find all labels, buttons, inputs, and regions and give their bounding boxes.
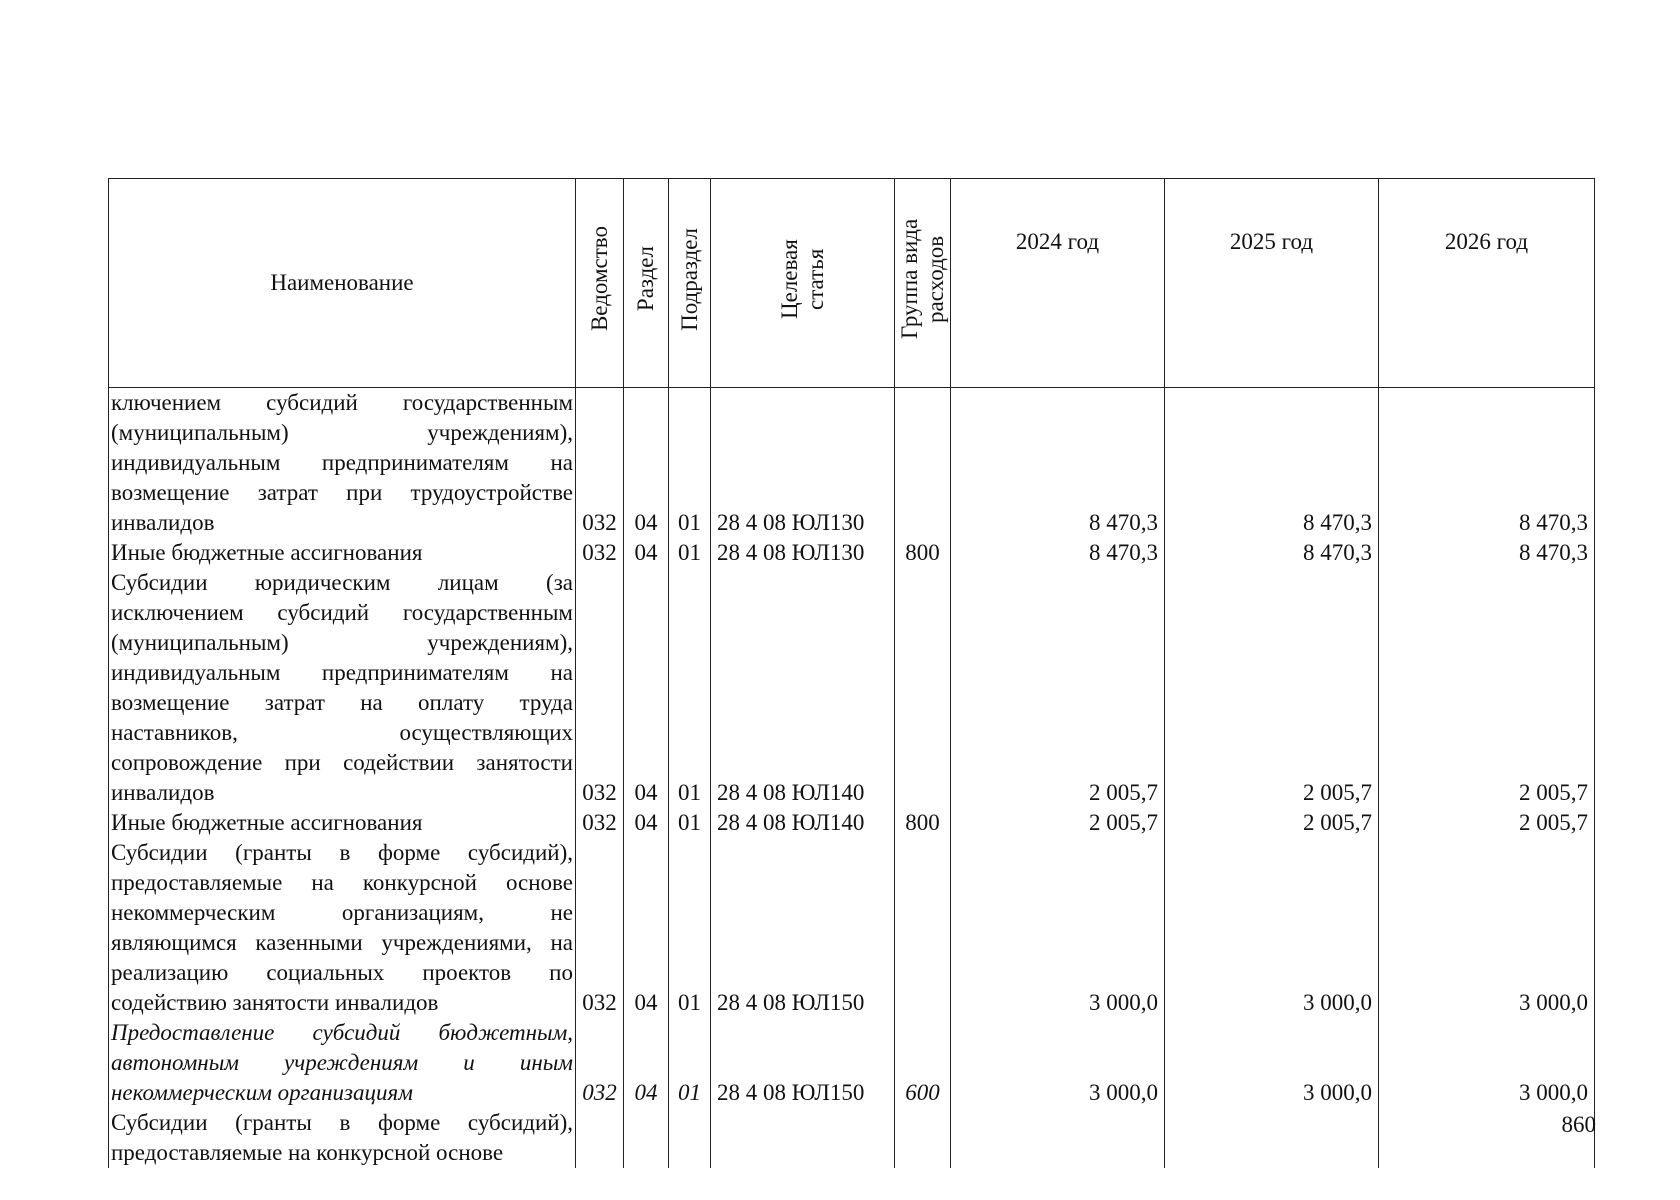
row-2026: 3 000,0 [1379,1018,1595,1108]
table-row [109,568,1595,808]
header-vedomstvo: Ведомство [576,179,624,388]
row-2025: 2 005,7 [1165,568,1379,808]
row-celevaya [711,1108,895,1168]
row-vedomstvo: 032 [576,388,624,539]
row-2026: 8 470,3 [1379,538,1595,568]
row-2025: 3 000,0 [1165,1018,1379,1108]
row-name: Предоставление субсидий бюджетным, автономным учреждениям и иным некоммерческим организациям [109,1018,576,1108]
row-name: ключением субсидий государственным (муниципальным) учреждениям), индивидуальным предпринимателям на возмещение затрат при трудоустройстве инвалидов [109,388,576,539]
row-vedomstvo [576,1108,624,1168]
header-2025: 2025 год [1165,179,1379,388]
row-2024: 8 470,3 [951,388,1165,539]
row-celevaya: 28 4 08 ЮЛ130 [711,388,895,539]
row-razdel: 04 [624,838,669,1018]
header-2026: 2026 год [1379,179,1595,388]
row-name: Субсидии юридическим лицам (за исключением субсидий государственным (муниципальным) учреждениям), индивидуальным предпринимателям на возмещение затрат на оплату труда наставников, осуществляющих сопровождение при содействии занятости инвалидов [109,568,576,808]
row-2024 [951,1108,1165,1168]
row-2026: 8 470,3 [1379,388,1595,539]
row-2026: 3 000,0 [1379,838,1595,1018]
row-gruppa [895,838,951,1018]
table-row [109,538,1595,568]
row-2025: 8 470,3 [1165,388,1379,539]
row-2025 [1165,1108,1379,1168]
row-podrazdel: 01 [669,538,711,568]
header-celevaya: Целевая статья [711,179,895,388]
row-2024: 3 000,0 [951,1018,1165,1108]
header-podrazdel: Подраздел [669,179,711,388]
row-name: Субсидии (гранты в форме субсидий), предоставляемые на конкурсной основе [109,1108,576,1168]
row-gruppa: 800 [895,808,951,838]
row-podrazdel: 01 [669,1018,711,1108]
row-razdel: 04 [624,388,669,539]
row-2024: 3 000,0 [951,838,1165,1018]
row-2024: 2 005,7 [951,568,1165,808]
row-2024: 2 005,7 [951,808,1165,838]
row-vedomstvo: 032 [576,538,624,568]
row-gruppa [895,388,951,539]
table-row [109,1018,1595,1108]
row-podrazdel [669,1108,711,1168]
row-podrazdel: 01 [669,808,711,838]
header-razdel: Раздел [624,179,669,388]
table-row [109,1108,1595,1168]
row-razdel: 04 [624,568,669,808]
table-row [109,838,1595,1018]
header-2024: 2024 год [951,179,1165,388]
budget-table [108,178,1595,1168]
row-razdel: 04 [624,538,669,568]
row-2024: 8 470,3 [951,538,1165,568]
row-celevaya: 28 4 08 ЮЛ150 [711,1018,895,1108]
row-gruppa [895,568,951,808]
header-name: Наименование [109,179,576,388]
row-celevaya: 28 4 08 ЮЛ140 [711,568,895,808]
row-celevaya: 28 4 08 ЮЛ130 [711,538,895,568]
row-name: Иные бюджетные ассигнования [109,538,576,568]
row-2025: 2 005,7 [1165,808,1379,838]
page-number: 860 [1561,1112,1596,1137]
row-razdel: 04 [624,1018,669,1108]
row-vedomstvo: 032 [576,1018,624,1108]
row-razdel: 04 [624,808,669,838]
table-row [109,808,1595,838]
table-row [109,388,1595,539]
row-podrazdel: 01 [669,568,711,808]
table-header-row [109,179,1595,388]
row-2025: 8 470,3 [1165,538,1379,568]
header-gruppa: Группа вида расходов [895,179,951,388]
row-name: Субсидии (гранты в форме субсидий), предоставляемые на конкурсной основе некоммерческим организациям, не являющимся казенными учреждениями, на реализацию социальных проектов по содействию занятости инвалидов [109,838,576,1018]
row-gruppa: 600 [895,1018,951,1108]
row-podrazdel: 01 [669,838,711,1018]
row-2026: 2 005,7 [1379,568,1595,808]
row-2026: 2 005,7 [1379,808,1595,838]
row-vedomstvo: 032 [576,568,624,808]
row-vedomstvo: 032 [576,838,624,1018]
row-gruppa: 800 [895,538,951,568]
row-2025: 3 000,0 [1165,838,1379,1018]
row-name: Иные бюджетные ассигнования [109,808,576,838]
row-celevaya: 28 4 08 ЮЛ140 [711,808,895,838]
row-gruppa [895,1108,951,1168]
row-razdel [624,1108,669,1168]
row-vedomstvo: 032 [576,808,624,838]
row-celevaya: 28 4 08 ЮЛ150 [711,838,895,1018]
row-podrazdel: 01 [669,388,711,539]
